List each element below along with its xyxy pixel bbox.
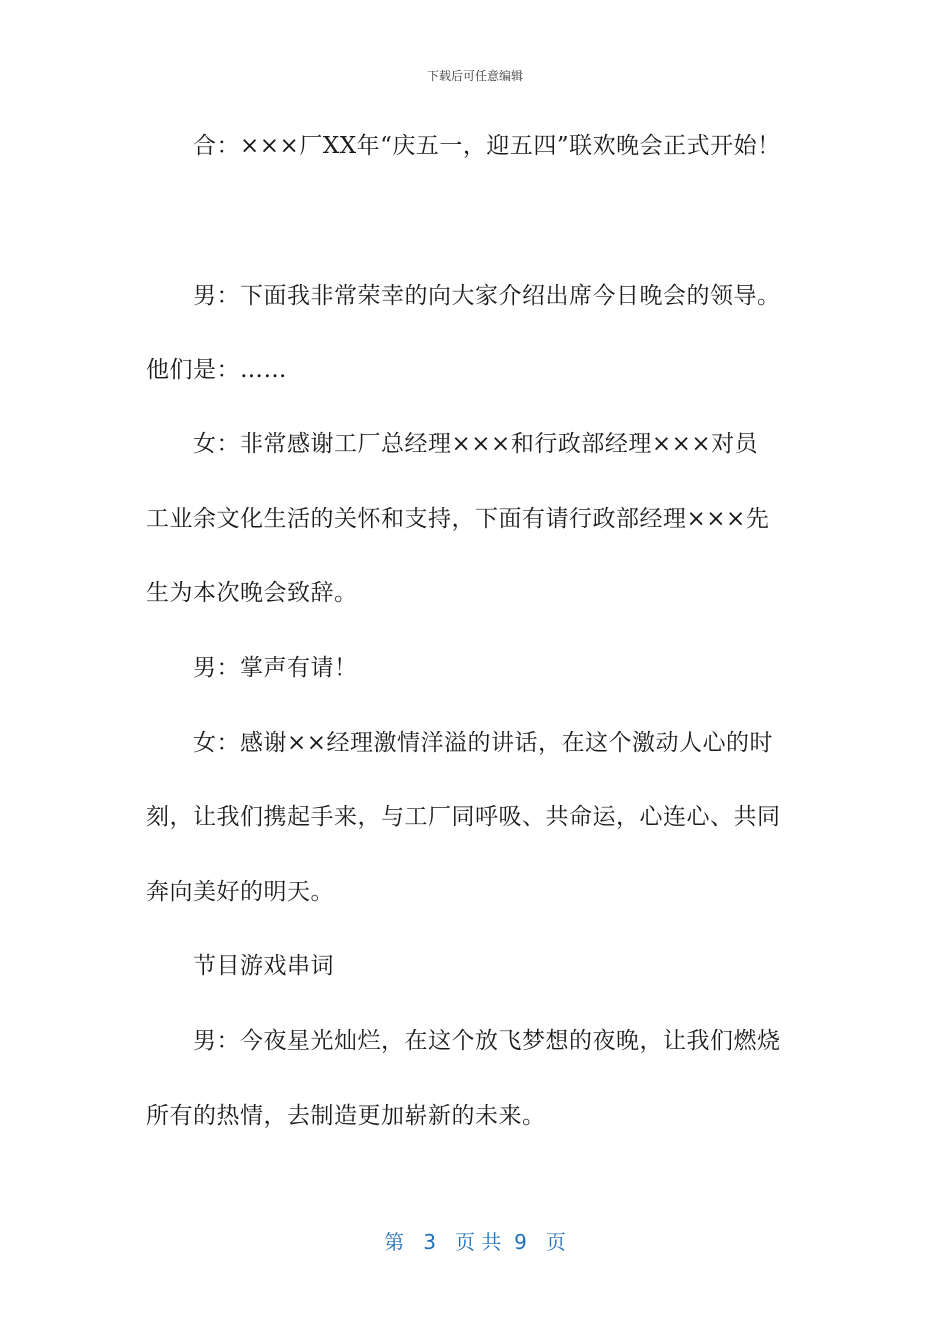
text-line-9: 刻，让我们携起手来，与工厂同呼吸、共命运，心连心、共同: [146, 804, 781, 830]
text-line-2: 男：下面我非常荣幸的向大家介绍出席今日晚会的领导。: [193, 283, 781, 309]
text-line-1: 合：×××厂XX年“庆五一，迎五四”联欢晚会正式开始！: [193, 133, 781, 159]
text-line-10: 奔向美好的明天。: [146, 879, 334, 905]
text-line-7: 男：掌声有请！: [193, 655, 358, 681]
section-heading: 节目游戏串词: [193, 953, 334, 979]
text-line-13: 所有的热情，去制造更加崭新的未来。: [146, 1103, 546, 1129]
text-line-8: 女：感谢××经理激情洋溢的讲话，在这个激动人心的时: [193, 730, 774, 756]
footer-prefix: 第: [384, 1230, 405, 1254]
text-line-5: 工业余文化生活的关怀和支持，下面有请行政部经理×××先: [146, 506, 770, 532]
text-line-3: 他们是：……: [146, 357, 287, 383]
footer-page-number: 3: [423, 1230, 436, 1254]
text-line-12: 男：今夜星光灿烂，在这个放飞梦想的夜晚，让我们燃烧: [193, 1028, 781, 1054]
page-footer: [0, 1226, 950, 1255]
page-header-note: 下载后可任意编辑: [426, 69, 523, 83]
footer-suffix: 页: [545, 1230, 566, 1254]
text-line-6: 生为本次晚会致辞。: [146, 580, 358, 606]
footer-middle: 页 共: [455, 1230, 502, 1254]
footer-total-pages: 9: [514, 1230, 527, 1254]
text-line-4: 女：非常感谢工厂总经理×××和行政部经理×××对员: [193, 431, 759, 457]
